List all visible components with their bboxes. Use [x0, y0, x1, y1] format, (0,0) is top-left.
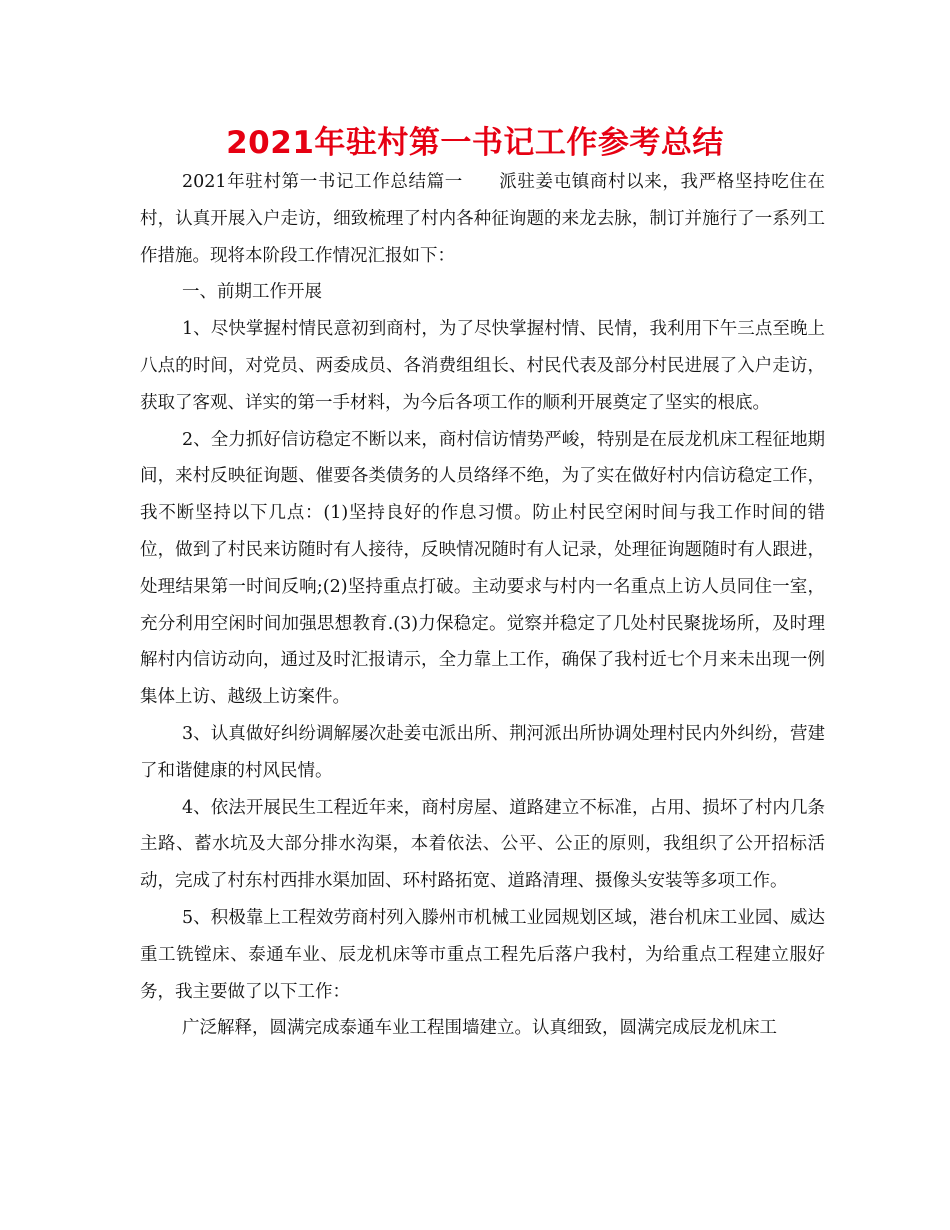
paragraph-item-5: 5、积极靠上工程效劳商村列入滕州市机械工业园规划区域，港台机床工业园、威达重工铣镗床、泰通车业、辰龙机床等市重点工程先后落户我村，为给重点工程建立服好务，我主要做了以下工作：	[140, 907, 825, 1002]
paragraph-item-2: 2、全力抓好信访稳定不断以来，商村信访情势严峻，特别是在辰龙机床工程征地期间，来村反映征询题、催要各类债务的人员络绎不绝，为了实在做好村内信访稳定工作，我不断坚持以下几点：(1)坚持良好的作息习惯。防止村民空闲时间与我工作时间的错位，做到了村民来访随时有人接待，反映情况随时有人记录，处理征询题随时有人跟进，处理结果第一时间反响;(2)坚持重点打破。主动要求与村内一名重点上访人员同住一室，充分利用空闲时间加强思想教育.(3)力保稳定。觉察并稳定了几处村民聚拢场所，及时理解村内信访动向，通过及时汇报请示，全力靠上工作，确保了我村近七个月来未出现一例集体上访、越级上访案件。	[140, 429, 825, 708]
paragraph-item-3: 3、认真做好纠纷调解屡次赴姜屯派出所、荆河派出所协调处理村民内外纠纷，营建了和谐健康的村风民情。	[140, 723, 825, 781]
section-heading: 一、前期工作开展	[182, 282, 322, 303]
document-body	[140, 164, 825, 1047]
document-title: 2021年驻村第一书记工作参考总结	[226, 125, 724, 161]
paragraph-intro: 2021年驻村第一书记工作总结篇一 派驻姜屯镇商村以来，我严格坚持吃住在村，认真开展入户走访，细致梳理了村内各种征询题的来龙去脉，制订并施行了一系列工作措施。现将本阶段工作情况汇报如下：	[140, 172, 825, 266]
paragraph-continuation: 广泛解释，圆满完成泰通车业工程围墙建立。认真细致，圆满完成辰龙机床工	[182, 1018, 777, 1039]
paragraph-item-1: 1、尽快掌握村情民意初到商村，为了尽快掌握村情、民情，我利用下午三点至晚上八点的时间，对党员、两委成员、各消费组组长、村民代表及部分村民进展了入户走访，获取了客观、详实的第一手材料，为今后各项工作的顺利开展奠定了坚实的根底。	[140, 319, 825, 413]
paragraph-item-4: 4、依法开展民生工程近年来，商村房屋、道路建立不标准，占用、损坏了村内几条主路、蓄水坑及大部分排水沟渠，本着依法、公平、公正的原则，我组织了公开招标活动，完成了村东村西排水渠加固、环村路拓宽、道路清理、摄像头安装等多项工作。	[140, 797, 825, 892]
